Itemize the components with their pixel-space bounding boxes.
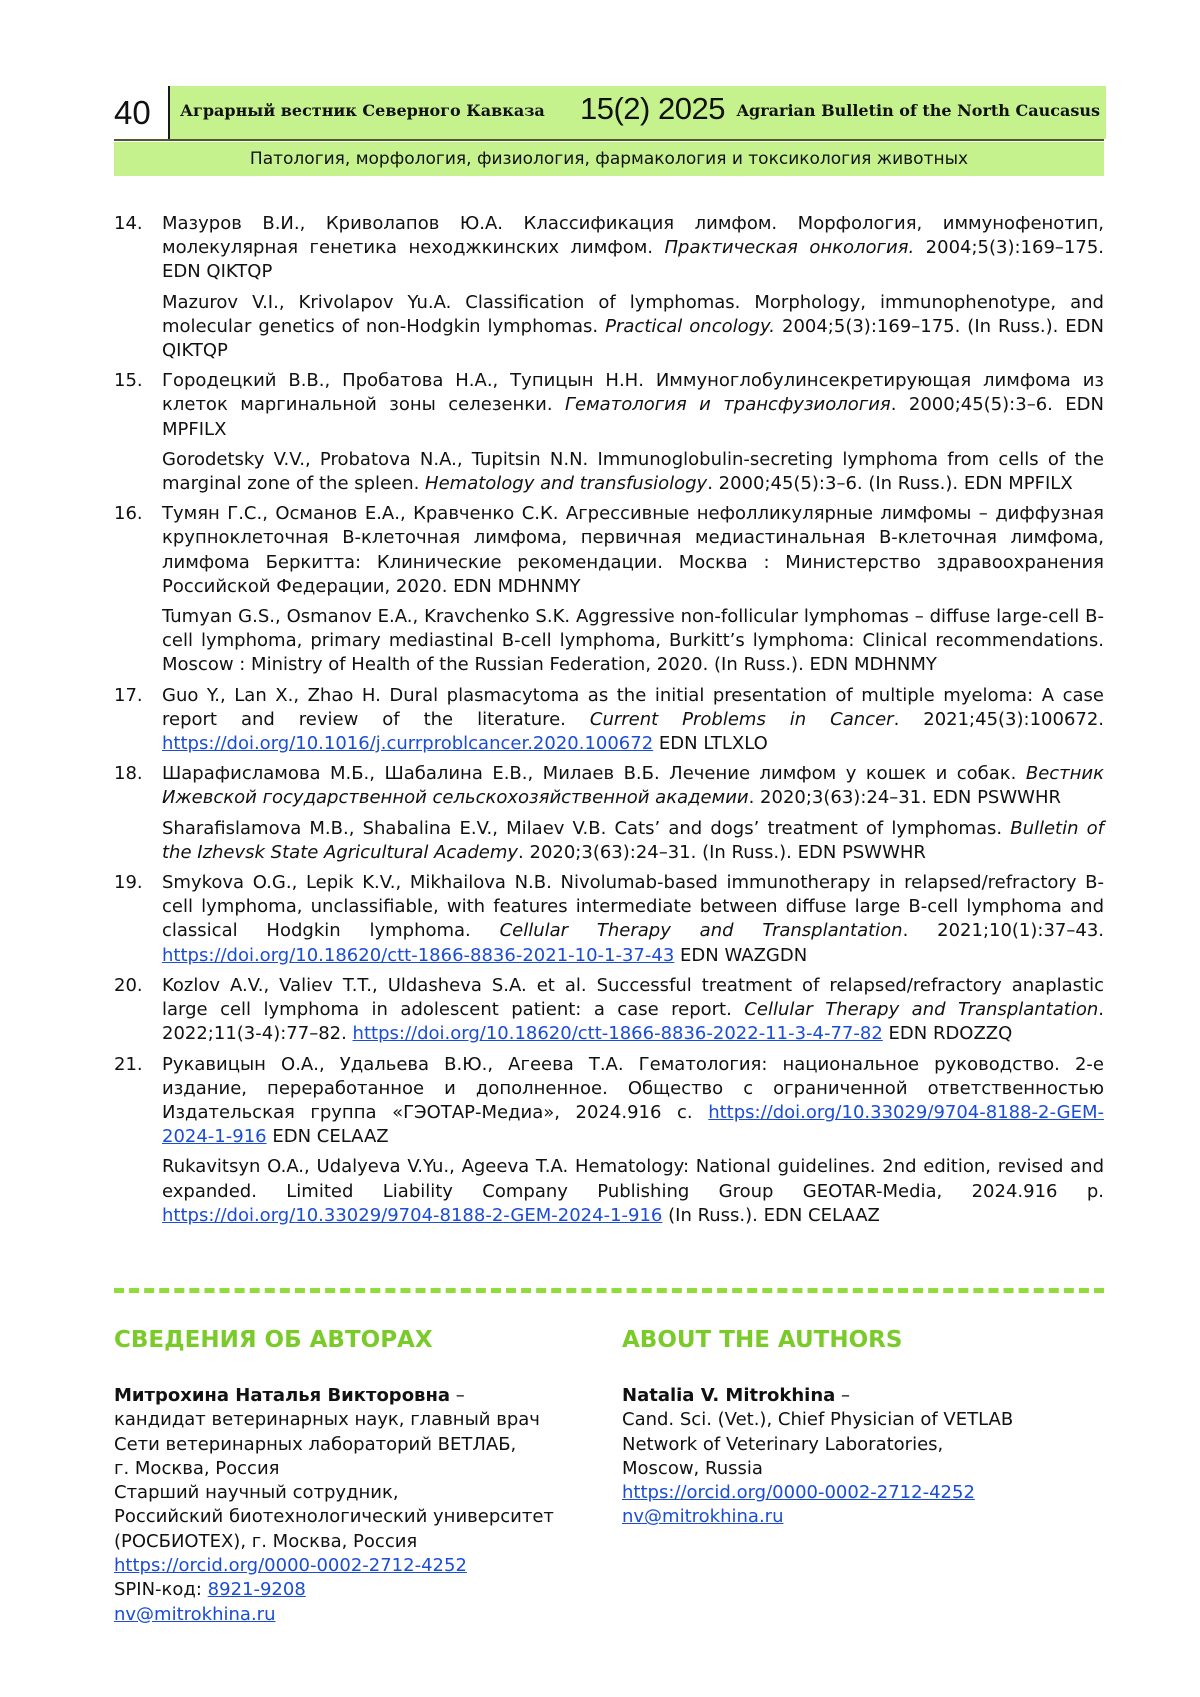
reference-number: 21. — [114, 1053, 143, 1075]
reference-number: 15. — [114, 370, 143, 392]
author-info-line: Сети ветеринарных лабораторий ВЕТЛАБ, — [114, 1433, 517, 1455]
reference-15 — [114, 369, 1104, 496]
reference-ru: Рукавицын О.А., Удальева В.Ю., Агеева Т.А. Гематология: национальное руководство. 2-е издание, переработанное и дополненное. Общество с ограниченной ответственностью Издательская группа «ГЭОТАР-Медиа», 2024.916 с. https://doi.org/10.33029/9704-8188-2-GEM-2024-1-916 EDN CELAAZ — [162, 1053, 1104, 1148]
author-info-line: Российский биотехнологический университет — [114, 1506, 554, 1528]
authors-heading-ru: СВЕДЕНИЯ ОБ АВТОРАХ — [114, 1327, 433, 1353]
reference-en: Gorodetsky V.V., Probatova N.A., Tupitsin N.N. Immunoglobulin-secreting lymphoma from cells of the marginal zone of the spleen. Hematology and transfusiology. 2000;45(5):3–6. (In Russ.). EDN MPFILX — [162, 448, 1104, 495]
reference-ru: Городецкий В.В., Пробатова Н.А., Тупицын Н.Н. Иммуноглобулинсекретирующая лимфома из клеток маргинальной зоны селезенки. Гематология и трансфузиология. 2000;45(5):3–6. EDN MPFILX — [162, 370, 1104, 440]
doi-link[interactable]: https://doi.org/10.33029/9704-8188-2-GEM-2024-1-916 — [162, 1101, 1104, 1148]
doi-link[interactable]: https://doi.org/10.18620/ctt-1866-8836-2022-11-3-4-77-82 — [352, 1023, 883, 1045]
author-name-line: Митрохина Наталья Викторовна – — [114, 1385, 465, 1406]
author-info-line: Moscow, Russia — [622, 1457, 763, 1479]
authors-heading-en: ABOUT THE AUTHORS — [622, 1327, 903, 1353]
reference-19 — [114, 871, 1104, 968]
author-info-line: Cand. Sci. (Vet.), Chief Physician of VETLAB — [622, 1409, 1014, 1431]
author-name-line: Natalia V. Mitrokhina – — [622, 1385, 851, 1406]
author-info-line: г. Москва, Россия — [114, 1457, 280, 1479]
orcid-link[interactable]: https://orcid.org/0000-0002-2712-4252 — [622, 1482, 975, 1504]
reference-18 — [114, 762, 1104, 865]
reference-en: Sharafislamova M.B., Shabalina E.V., Milaev V.B. Cats’ and dogs’ treatment of lymphomas. Bulletin of the Izhevsk State Agricultural Academy. 2020;3(63):24–31. (In Russ.). EDN PSWWHR — [162, 817, 1105, 863]
reference-ru: Шарафисламова М.Б., Шабалина Е.В., Милаев В.Б. Лечение лимфом у кошек и собак. Вестник Ижевской государственной сельскохозяйственной академии. 2020;3(63):24–31. EDN PSWWHR — [162, 763, 1104, 809]
reference-number: 14. — [114, 213, 143, 234]
authors-en — [622, 1326, 1082, 1530]
reference-list — [114, 212, 1104, 1234]
author-name: Митрохина Наталья Викторовна — [114, 1385, 451, 1406]
reference-en: Guo Y., Lan X., Zhao H. Dural plasmacytoma as the initial presentation of multiple myeloma: A case report and review of the literature. Current Problems in Cancer. 2021;45(3):100672. https://doi.org/10.1016/j.currproblcancer.2020.100672 EDN LTLXLO — [162, 684, 1105, 755]
reference-17 — [114, 684, 1104, 757]
orcid-link[interactable]: https://orcid.org/0000-0002-2712-4252 — [114, 1555, 467, 1577]
reference-20 — [114, 974, 1104, 1047]
author-info-line: Старший научный сотрудник, — [114, 1482, 399, 1504]
spin-link[interactable]: 8921-9208 — [207, 1579, 306, 1601]
reference-number: 19. — [114, 872, 143, 894]
doi-link[interactable]: https://doi.org/10.33029/9704-8188-2-GEM-2024-1-916 — [162, 1204, 663, 1226]
header-band — [168, 86, 1106, 139]
reference-ru: Мазуров В.И., Криволапов Ю.А. Классификация лимфом. Морфология, иммунофенотип, молекулярная генетика неходжкинских лимфом. Практическая онкология. 2004;5(3):169–175. EDN QIKTQP — [162, 213, 1104, 283]
author-info-line: (РОСБИОТЕХ), г. Москва, Россия — [114, 1530, 418, 1552]
author-name: Natalia V. Mitrokhina — [622, 1385, 836, 1406]
section-title: Патология, морфология, физиология, фармакология и токсикология животных — [114, 142, 1104, 176]
doi-link[interactable]: https://doi.org/10.18620/ctt-1866-8836-2021-10-1-37-43 — [162, 944, 675, 966]
reference-en: Smykova O.G., Lepik K.V., Mikhailova N.B. Nivolumab-based immunotherapy in relapsed/refractory B-cell lymphoma, unclassifiable, with features intermediate between diffuse large B-cell lymphoma and classical Hodgkin lymphoma. Cellular Therapy and Transplantation. 2021;10(1):37–43. https://doi.org/10.18620/ctt-1866-8836-2021-10-1-37-43 EDN WAZGDN — [162, 872, 1105, 966]
page-header — [114, 86, 1104, 141]
reference-en: Tumyan G.S., Osmanov E.A., Kravchenko S.K. Aggressive non-follicular lymphomas – diffuse large-cell B-cell lymphoma, primary mediastinal B-cell lymphoma, Burkitt’s lymphoma: Clinical recommendations. Moscow : Ministry of Health of the Russian Federation, 2020. (In Russ.). EDN MDHNMY — [162, 606, 1104, 676]
reference-21 — [114, 1053, 1104, 1228]
reference-en: Kozlov A.V., Valiev T.T., Uldasheva S.A. et al. Successful treatment of relapsed/refractory anaplastic large cell lymphoma in adolescent patient: a case report. Cellular Therapy and Transplantation. 2022;11(3-4):77–82. https://doi.org/10.18620/ctt-1866-8836-2022-11-3-4-77-82 EDN RDOZZQ — [162, 974, 1104, 1045]
doi-link[interactable]: https://doi.org/10.1016/j.currproblcancer.2020.100672 — [162, 733, 654, 755]
authors-ru — [114, 1326, 574, 1627]
reference-number: 20. — [114, 974, 143, 996]
reference-en: Rukavitsyn O.A., Udalyeva V.Yu., Ageeva T.A. Hematology: National guidelines. 2nd edition, revised and expanded. Limited Liability Company Publishing Group GEOTAR-Media, 2024.916 p. https://doi.org/10.33029/9704-8188-2-GEM-2024-1-916 (In Russ.). EDN CELAAZ — [162, 1156, 1104, 1226]
journal-title-en: Agrarian Bulletin of the North Caucasus — [736, 101, 1100, 120]
reference-14 — [114, 212, 1104, 363]
spin-label: SPIN-код: — [114, 1579, 208, 1601]
journal-title-ru: Аграрный вестник Северного Кавказа — [180, 101, 545, 120]
reference-number: 17. — [114, 684, 143, 706]
reference-number: 16. — [114, 503, 143, 525]
reference-ru: Тумян Г.С., Османов Е.А., Кравченко С.К. Агрессивные нефолликулярные лимфомы – диффузная крупноклеточная В-клеточная лимфома, первичная медиастинальная В-клеточная лимфома, лимфома Беркитта: Клинические рекомендации. Москва : Министерство здравоохранения Российской Федерации, 2020. EDN MDHNMY — [162, 503, 1104, 597]
reference-number: 18. — [114, 763, 143, 785]
section-divider — [114, 1288, 1104, 1293]
email-link[interactable]: nv@mitrokhina.ru — [622, 1506, 784, 1528]
author-info-line: Network of Veterinary Laboratories, — [622, 1433, 944, 1455]
email-link[interactable]: nv@mitrokhina.ru — [114, 1603, 276, 1625]
reference-16 — [114, 502, 1104, 677]
page-number: 40 — [114, 94, 151, 131]
issue-number: 15(2) 2025 — [580, 91, 725, 126]
reference-en: Mazurov V.I., Krivolapov Yu.A. Classification of lymphomas. Morphology, immunophenotype, and molecular genetics of non-Hodgkin lymphomas. Practical oncology. 2004;5(3):169–175. (In Russ.). EDN QIKTQP — [162, 291, 1104, 362]
author-info-line: кандидат ветеринарных наук, главный врач — [114, 1409, 540, 1431]
